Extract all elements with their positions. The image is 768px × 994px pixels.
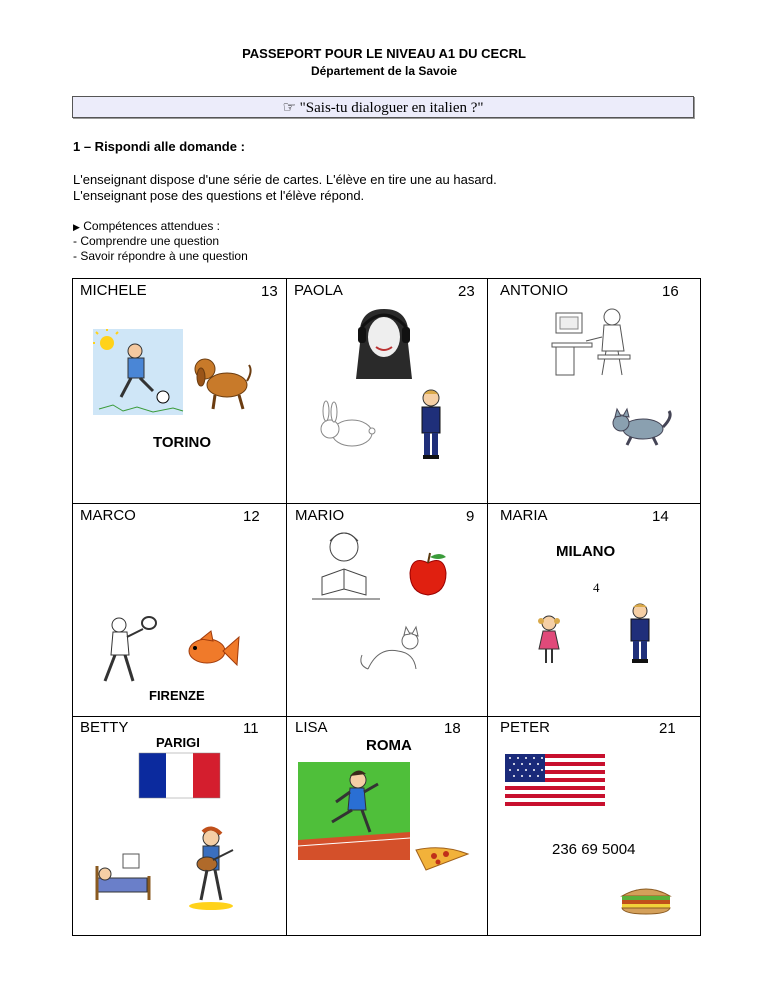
boy-playing-football-icon xyxy=(93,329,183,415)
card-age: 9 xyxy=(466,508,475,525)
page-subtitle: Département de la Savoie xyxy=(310,64,458,78)
boy-reading-icon xyxy=(308,529,384,603)
competence-item-1: - Comprendre une question xyxy=(73,234,220,248)
competence-item-2: - Savoir répondre à une question xyxy=(73,249,248,263)
card-age: 23 xyxy=(458,283,475,300)
card-maria xyxy=(487,503,700,716)
card-city: ROMA xyxy=(366,737,412,754)
guitarist-icon xyxy=(183,828,235,912)
card-age: 13 xyxy=(261,283,278,300)
section-title: 1 – Rispondi alle domande : xyxy=(73,139,245,154)
girl-with-headphones-icon xyxy=(346,303,422,379)
boy-icon xyxy=(418,389,444,461)
french-flag-icon xyxy=(139,753,220,798)
tennis-player-icon xyxy=(97,615,157,685)
card-phone-number: 236 69 5004 xyxy=(552,841,636,858)
apple-icon xyxy=(406,551,450,597)
card-age: 12 xyxy=(243,508,260,525)
card-city: FIRENZE xyxy=(149,688,205,703)
card-extra-number: 4 xyxy=(593,580,600,595)
competences-title-text: Compétences attendues : xyxy=(83,219,221,233)
competences-title xyxy=(73,219,220,233)
pizza-slice-icon xyxy=(414,844,470,872)
card-name: MARCO xyxy=(80,507,136,524)
goldfish-icon xyxy=(183,631,241,669)
card-name: LISA xyxy=(295,719,328,736)
sandwich-icon xyxy=(620,884,672,914)
boy-icon xyxy=(627,603,653,665)
girl-running-icon xyxy=(298,762,410,860)
intro-line-2: L'enseignant pose des questions et l'élève répond. xyxy=(73,188,365,203)
cat-icon xyxy=(358,625,424,677)
card-peter xyxy=(487,716,700,934)
card-betty xyxy=(73,716,286,934)
intro-line-1: L'enseignant dispose d'une série de cartes. L'élève en tire une au hasard. xyxy=(73,172,497,187)
card-age: 16 xyxy=(662,283,679,300)
dog-icon xyxy=(191,351,253,411)
triangle-right-icon: ▶ xyxy=(73,222,80,232)
activity-banner xyxy=(72,96,694,118)
card-paola xyxy=(286,279,487,503)
card-marco xyxy=(73,503,286,716)
card-name: PETER xyxy=(500,719,551,736)
card-antonio xyxy=(487,279,700,503)
man-at-computer-icon xyxy=(552,305,642,381)
card-city: PARIGI xyxy=(156,735,200,750)
card-name: ANTONIO xyxy=(500,282,569,299)
card-city: TORINO xyxy=(153,434,212,451)
card-name: MARIO xyxy=(295,507,345,524)
card-age: 14 xyxy=(652,508,669,525)
cat-icon xyxy=(609,407,673,447)
card-name: BETTY xyxy=(80,719,129,736)
card-name: MARIA xyxy=(500,507,548,524)
card-age: 11 xyxy=(243,720,259,737)
card-age: 21 xyxy=(659,720,676,737)
rabbit-icon xyxy=(314,401,376,449)
card-name: MICHELE xyxy=(80,282,147,299)
card-lisa xyxy=(286,716,487,934)
us-flag-icon xyxy=(505,754,605,806)
card-name: PAOLA xyxy=(294,282,343,299)
girl-icon xyxy=(537,615,561,665)
child-in-bed-icon xyxy=(93,852,153,902)
card-michele xyxy=(73,279,286,503)
card-age: 18 xyxy=(444,720,461,737)
page-title: PASSEPORT POUR LE NIVEAU A1 DU CECRL xyxy=(242,46,526,61)
card-city: MILANO xyxy=(556,543,616,560)
banner-text: ☞ "Sais-tu dialoguer en italien ?" xyxy=(282,100,484,116)
card-mario xyxy=(286,503,487,716)
cards-grid xyxy=(72,278,701,936)
